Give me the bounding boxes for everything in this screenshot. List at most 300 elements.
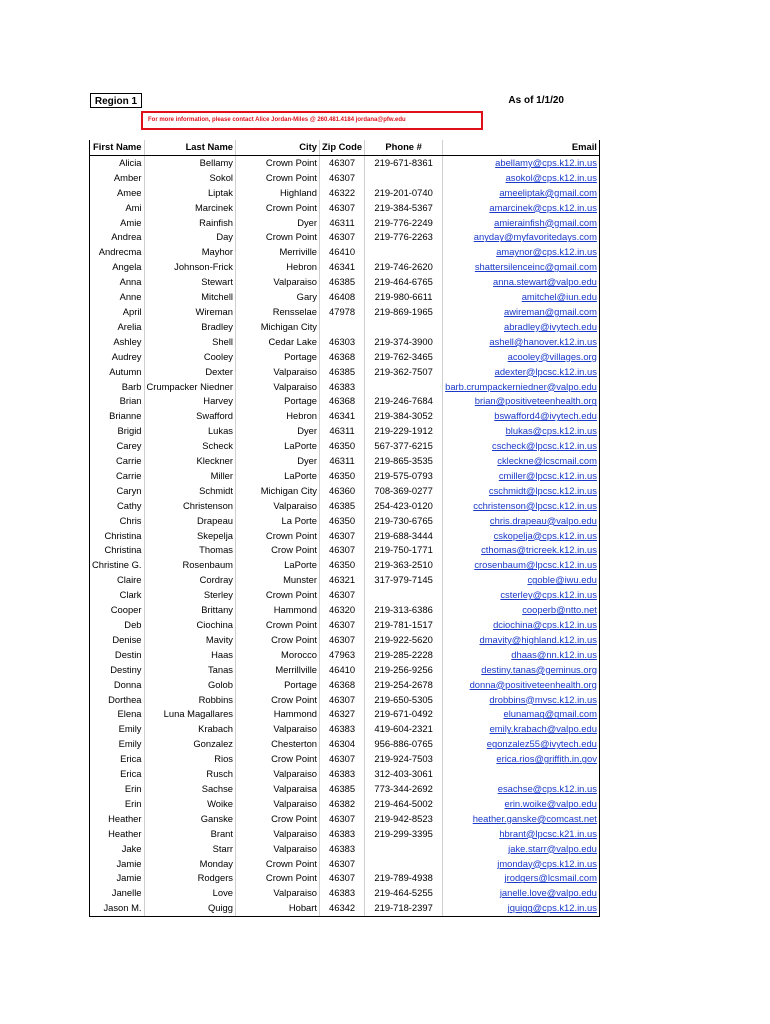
email-link[interactable]: hbrant@lpcsc.k21.in.us — [443, 827, 600, 842]
city-cell: Morocco — [236, 648, 320, 663]
phone-cell: 219-718-2397 — [365, 901, 443, 916]
phone-cell — [365, 842, 443, 857]
first-name-cell: Ami — [90, 201, 145, 216]
city-cell: Valparaisa — [236, 782, 320, 797]
city-cell: Portage — [236, 350, 320, 365]
last-name-cell: Drapeau — [144, 514, 236, 529]
table-row — [90, 543, 600, 558]
col-phone: Phone # — [365, 140, 443, 155]
email-link[interactable]: chris.drapeau@valpo.edu — [443, 514, 600, 529]
phone-cell: 219-942-8523 — [365, 812, 443, 827]
zip-cell: 46410 — [320, 245, 365, 260]
phone-cell: 219-299-3395 — [365, 827, 443, 842]
email-link[interactable]: dhaas@nn.k12.in.us — [443, 648, 600, 663]
first-name-cell: Amie — [90, 216, 145, 231]
email-link[interactable]: brian@positiveteenhealth.org — [443, 394, 600, 409]
zip-cell: 46341 — [320, 409, 365, 424]
phone-cell: 219-246-7684 — [365, 394, 443, 409]
table-row — [90, 722, 600, 737]
zip-cell: 46307 — [320, 171, 365, 186]
email-link[interactable]: ameeliptak@gmail.com — [443, 186, 600, 201]
first-name-cell: Janelle — [90, 886, 145, 901]
email-link[interactable]: barb.crumpackerniedner@valpo.edu — [443, 380, 600, 395]
first-name-cell: Chris — [90, 514, 145, 529]
email-link[interactable]: elunamag@gmail.com — [443, 707, 600, 722]
table-row — [90, 529, 600, 544]
first-name-cell: Audrey — [90, 350, 145, 365]
phone-cell: 219-201-0740 — [365, 186, 443, 201]
city-cell: Crow Point — [236, 812, 320, 827]
table-row — [90, 588, 600, 603]
zip-cell: 46307 — [320, 155, 365, 170]
last-name-cell: Mitchell — [144, 290, 236, 305]
email-link[interactable]: drobbins@mvsc.k12.in.us — [443, 693, 600, 708]
first-name-cell: Arelia — [90, 320, 145, 335]
phone-cell: 219-256-9256 — [365, 663, 443, 678]
zip-cell: 47978 — [320, 305, 365, 320]
first-name-cell: Caryn — [90, 484, 145, 499]
email-link[interactable]: esachse@cps.k12.in.us — [443, 782, 600, 797]
city-cell: Crown Point — [236, 529, 320, 544]
zip-cell: 46307 — [320, 693, 365, 708]
table-row — [90, 171, 600, 186]
first-name-cell: Carrie — [90, 469, 145, 484]
phone-cell: 219-980-6611 — [365, 290, 443, 305]
first-name-cell: Christina — [90, 529, 145, 544]
city-cell: Michigan City — [236, 484, 320, 499]
table-row — [90, 514, 600, 529]
table-row — [90, 409, 600, 424]
last-name-cell: Monday — [144, 857, 236, 872]
city-cell: Dyer — [236, 424, 320, 439]
col-first-name: First Name — [90, 140, 145, 155]
email-link[interactable]: amarcinek@cps.k12.in.us — [443, 201, 600, 216]
last-name-cell: Scheck — [144, 439, 236, 454]
phone-cell: 219-924-7503 — [365, 752, 443, 767]
last-name-cell: Cooley — [144, 350, 236, 365]
phone-cell: 219-865-3535 — [365, 454, 443, 469]
city-cell: Valparaiso — [236, 886, 320, 901]
zip-cell: 46307 — [320, 588, 365, 603]
city-cell: Merrillville — [236, 663, 320, 678]
email-link[interactable]: abradley@ivytech.edu — [443, 320, 600, 335]
table-row — [90, 827, 600, 842]
city-cell: Crown Point — [236, 871, 320, 886]
zip-cell: 46320 — [320, 603, 365, 618]
phone-cell: 219-671-8361 — [365, 155, 443, 170]
phone-cell: 773-344-2692 — [365, 782, 443, 797]
zip-cell: 46385 — [320, 275, 365, 290]
email-link[interactable]: anna.stewart@valpo.edu — [443, 275, 600, 290]
city-cell: Crow Point — [236, 752, 320, 767]
phone-cell — [365, 588, 443, 603]
col-city: City — [236, 140, 320, 155]
first-name-cell: Carey — [90, 439, 145, 454]
table-row — [90, 201, 600, 216]
table-row — [90, 186, 600, 201]
table-row — [90, 633, 600, 648]
phone-cell — [365, 171, 443, 186]
col-zip-code: Zip Code — [320, 140, 365, 155]
email-link[interactable]: jquigg@cps.k12.in.us — [443, 901, 600, 916]
phone-cell: 219-464-5255 — [365, 886, 443, 901]
email-link[interactable]: bswafford4@ivytech.edu — [443, 409, 600, 424]
city-cell: Portage — [236, 678, 320, 693]
zip-cell: 46350 — [320, 514, 365, 529]
city-cell: Hammond — [236, 603, 320, 618]
email-link[interactable]: emily.krabach@valpo.edu — [443, 722, 600, 737]
last-name-cell: Stewart — [144, 275, 236, 290]
city-cell: Crown Point — [236, 588, 320, 603]
email-link[interactable]: awireman@gmail.com — [443, 305, 600, 320]
email-link[interactable]: jmonday@cps.k12.in.us — [443, 857, 600, 872]
zip-cell: 46383 — [320, 767, 365, 782]
email-link[interactable]: egonzalez55@ivytech.edu — [443, 737, 600, 752]
first-name-cell: Jamie — [90, 857, 145, 872]
last-name-cell: Ciochina — [144, 618, 236, 633]
table-row — [90, 454, 600, 469]
table-row — [90, 260, 600, 275]
last-name-cell: Mayhor — [144, 245, 236, 260]
table-row — [90, 350, 600, 365]
table-row — [90, 484, 600, 499]
zip-cell: 46322 — [320, 186, 365, 201]
email-link[interactable]: csterley@cps.k12.in.us — [443, 588, 600, 603]
email-link[interactable]: erica.rios@griffith.in.gov — [443, 752, 600, 767]
last-name-cell: Schmidt — [144, 484, 236, 499]
city-cell: La Porte — [236, 514, 320, 529]
first-name-cell: Emily — [90, 737, 145, 752]
first-name-cell: Cooper — [90, 603, 145, 618]
phone-cell: 219-384-5367 — [365, 201, 443, 216]
last-name-cell: Harvey — [144, 394, 236, 409]
phone-cell: 219-464-6765 — [365, 275, 443, 290]
phone-cell: 219-671-0492 — [365, 707, 443, 722]
phone-cell: 219-464-5002 — [365, 797, 443, 812]
phone-cell: 956-886-0765 — [365, 737, 443, 752]
city-cell: Highland — [236, 186, 320, 201]
last-name-cell: Wireman — [144, 305, 236, 320]
phone-cell: 219-776-2263 — [365, 230, 443, 245]
last-name-cell: Rainfish — [144, 216, 236, 231]
table-row — [90, 365, 600, 380]
zip-cell: 46383 — [320, 380, 365, 395]
first-name-cell: Erin — [90, 797, 145, 812]
region-label: Region 1 — [90, 93, 142, 108]
phone-cell — [365, 857, 443, 872]
first-name-cell: Heather — [90, 812, 145, 827]
last-name-cell: Gonzalez — [144, 737, 236, 752]
phone-cell: 219-789-4938 — [365, 871, 443, 886]
city-cell: Hobart — [236, 901, 320, 916]
city-cell: Munster — [236, 573, 320, 588]
last-name-cell: Dexter — [144, 365, 236, 380]
email-link[interactable]: jrodgers@lcsmail.com — [443, 871, 600, 886]
last-name-cell: Miller — [144, 469, 236, 484]
email-link[interactable]: janelle.love@valpo.edu — [443, 886, 600, 901]
city-cell: Gary — [236, 290, 320, 305]
table-row — [90, 469, 600, 484]
table-row — [90, 812, 600, 827]
table-row — [90, 380, 600, 395]
table-row — [90, 499, 600, 514]
table-row — [90, 663, 600, 678]
phone-cell — [365, 380, 443, 395]
table-row — [90, 305, 600, 320]
first-name-cell: Jamie — [90, 871, 145, 886]
first-name-cell: Erica — [90, 752, 145, 767]
phone-cell: 219-384-3052 — [365, 409, 443, 424]
email-link[interactable]: destiny.tanas@geminus.org — [443, 663, 600, 678]
table-row — [90, 275, 600, 290]
phone-cell: 317-979-7145 — [365, 573, 443, 588]
zip-cell: 46327 — [320, 707, 365, 722]
phone-cell: 708-369-0277 — [365, 484, 443, 499]
phone-cell: 219-229-1912 — [365, 424, 443, 439]
zip-cell — [320, 320, 365, 335]
zip-cell: 46307 — [320, 633, 365, 648]
email-link[interactable]: dciochina@cps.k12.in.us — [443, 618, 600, 633]
zip-cell: 46383 — [320, 842, 365, 857]
first-name-cell: April — [90, 305, 145, 320]
first-name-cell: Brian — [90, 394, 145, 409]
city-cell: Valparaiso — [236, 499, 320, 514]
zip-cell: 46311 — [320, 216, 365, 231]
first-name-cell: Amee — [90, 186, 145, 201]
first-name-cell: Heather — [90, 827, 145, 842]
zip-cell: 46307 — [320, 857, 365, 872]
email-link[interactable]: cooperb@ntto.net — [443, 603, 600, 618]
email-link[interactable]: cmiller@lpcsc.k12.in.us — [443, 469, 600, 484]
phone-cell: 219-254-2678 — [365, 678, 443, 693]
email-link[interactable]: amierainfish@gmail.com — [443, 216, 600, 231]
city-cell: Valparaiso — [236, 275, 320, 290]
first-name-cell: Destiny — [90, 663, 145, 678]
city-cell: Valparaiso — [236, 767, 320, 782]
city-cell: Michigan City — [236, 320, 320, 335]
zip-cell: 47963 — [320, 648, 365, 663]
last-name-cell: Robbins — [144, 693, 236, 708]
email-link[interactable]: asokol@cps.k12.in.us — [443, 171, 600, 186]
first-name-cell: Denise — [90, 633, 145, 648]
last-name-cell: Brittany — [144, 603, 236, 618]
phone-cell — [365, 245, 443, 260]
table-row — [90, 782, 600, 797]
zip-cell: 46341 — [320, 260, 365, 275]
email-link[interactable]: ashell@hanover.k12.in.us — [443, 335, 600, 350]
last-name-cell: Crumpacker Niedner — [144, 380, 236, 395]
zip-cell: 46360 — [320, 484, 365, 499]
email-link[interactable]: amaynor@cps.k12.in.us — [443, 245, 600, 260]
table-row — [90, 693, 600, 708]
phone-cell: 254-423-0120 — [365, 499, 443, 514]
city-cell: Dyer — [236, 454, 320, 469]
table-row — [90, 245, 600, 260]
zip-cell: 46368 — [320, 350, 365, 365]
phone-cell: 419-604-2321 — [365, 722, 443, 737]
table-row — [90, 678, 600, 693]
city-cell: Valparaiso — [236, 380, 320, 395]
table-row — [90, 230, 600, 245]
email-link[interactable]: donna@positiveteenhealth.org — [443, 678, 600, 693]
phone-cell: 219-362-7507 — [365, 365, 443, 380]
zip-cell: 46307 — [320, 871, 365, 886]
city-cell: Valparaiso — [236, 797, 320, 812]
email-link[interactable]: cthomas@tricreek.k12.in.us — [443, 543, 600, 558]
zip-cell: 46368 — [320, 394, 365, 409]
first-name-cell: Cathy — [90, 499, 145, 514]
last-name-cell: Krabach — [144, 722, 236, 737]
last-name-cell: Thomas — [144, 543, 236, 558]
phone-cell: 219-688-3444 — [365, 529, 443, 544]
city-cell: Crown Point — [236, 171, 320, 186]
phone-cell: 219-762-3465 — [365, 350, 443, 365]
zip-cell: 46321 — [320, 573, 365, 588]
phone-cell: 219-374-3900 — [365, 335, 443, 350]
city-cell: Crown Point — [236, 618, 320, 633]
last-name-cell: Liptak — [144, 186, 236, 201]
first-name-cell: Autumn — [90, 365, 145, 380]
zip-cell: 46368 — [320, 678, 365, 693]
first-name-cell: Dorthea — [90, 693, 145, 708]
first-name-cell: Deb — [90, 618, 145, 633]
first-name-cell: Clark — [90, 588, 145, 603]
last-name-cell: Lukas — [144, 424, 236, 439]
email-link[interactable]: abellamy@cps.k12.in.us — [443, 155, 600, 170]
last-name-cell: Brant — [144, 827, 236, 842]
table-row — [90, 439, 600, 454]
first-name-cell: Anna — [90, 275, 145, 290]
email-link[interactable]: acooley@villages.org — [443, 350, 600, 365]
email-link[interactable]: crosenbaum@lpcsc.k12.in.us — [443, 558, 600, 573]
table-row — [90, 857, 600, 872]
email-link[interactable]: dmavity@highland.k12.in.us — [443, 633, 600, 648]
table-row — [90, 886, 600, 901]
table-row — [90, 797, 600, 812]
table-row — [90, 767, 600, 782]
city-cell: Cedar Lake — [236, 335, 320, 350]
first-name-cell: Claire — [90, 573, 145, 588]
city-cell: Hebron — [236, 409, 320, 424]
zip-cell: 46350 — [320, 469, 365, 484]
zip-cell: 46307 — [320, 529, 365, 544]
last-name-cell: Golob — [144, 678, 236, 693]
city-cell: Portage — [236, 394, 320, 409]
first-name-cell: Brigid — [90, 424, 145, 439]
table-row — [90, 558, 600, 573]
city-cell: Merriville — [236, 245, 320, 260]
last-name-cell: Sterley — [144, 588, 236, 603]
last-name-cell: Rodgers — [144, 871, 236, 886]
zip-cell: 46304 — [320, 737, 365, 752]
phone-cell: 219-313-6386 — [365, 603, 443, 618]
last-name-cell: Sachse — [144, 782, 236, 797]
email-link[interactable]: adexter@lpcsc.k12.in.us — [443, 365, 600, 380]
last-name-cell: Rosenbaum — [144, 558, 236, 573]
city-cell: Crown Point — [236, 201, 320, 216]
zip-cell: 46342 — [320, 901, 365, 916]
table-row — [90, 901, 600, 916]
zip-cell: 46307 — [320, 543, 365, 558]
email-link[interactable]: ckleckne@lcscmail.com — [443, 454, 600, 469]
table-header-row — [90, 140, 600, 155]
city-cell: LaPorte — [236, 439, 320, 454]
last-name-cell: Johnson-Frick — [144, 260, 236, 275]
email-link[interactable]: cscheck@lpcsc.k12.in.us — [443, 439, 600, 454]
last-name-cell: Luna Magallares — [144, 707, 236, 722]
first-name-cell: Angela — [90, 260, 145, 275]
phone-cell: 219-781-1517 — [365, 618, 443, 633]
as-of-date: As of 1/1/20 — [508, 95, 564, 106]
email-link[interactable]: cgoble@iwu.edu — [443, 573, 600, 588]
first-name-cell: Emily — [90, 722, 145, 737]
first-name-cell: Alicia — [90, 155, 145, 170]
table-row — [90, 842, 600, 857]
first-name-cell: Jake — [90, 842, 145, 857]
table-row — [90, 752, 600, 767]
table-row — [90, 603, 600, 618]
table-row — [90, 871, 600, 886]
zip-cell: 46350 — [320, 439, 365, 454]
city-cell: Chesterton — [236, 737, 320, 752]
contact-table — [89, 140, 600, 917]
last-name-cell: Haas — [144, 648, 236, 663]
table-row — [90, 737, 600, 752]
city-cell: Dyer — [236, 216, 320, 231]
last-name-cell: Marcinek — [144, 201, 236, 216]
first-name-cell: Andrea — [90, 230, 145, 245]
zip-cell: 46311 — [320, 424, 365, 439]
last-name-cell: Woike — [144, 797, 236, 812]
last-name-cell: Day — [144, 230, 236, 245]
email-link[interactable]: cchristenson@lpcsc.k12.in.us — [443, 499, 600, 514]
first-name-cell: Brianne — [90, 409, 145, 424]
first-name-cell: Barb — [90, 380, 145, 395]
last-name-cell: Shell — [144, 335, 236, 350]
phone-cell: 219-922-5620 — [365, 633, 443, 648]
email-link[interactable]: heather.ganske@comcast.net — [443, 812, 600, 827]
zip-cell: 46385 — [320, 365, 365, 380]
zip-cell: 46382 — [320, 797, 365, 812]
city-cell: Crown Point — [236, 155, 320, 170]
email-link[interactable]: blukas@cps.k12.in.us — [443, 424, 600, 439]
last-name-cell: Sokol — [144, 171, 236, 186]
email-link[interactable]: anyday@myfavoritedays.com — [443, 230, 600, 245]
table-row — [90, 707, 600, 722]
table-row — [90, 290, 600, 305]
last-name-cell: Skepelja — [144, 529, 236, 544]
phone-cell: 567-377-6215 — [365, 439, 443, 454]
zip-cell: 46350 — [320, 558, 365, 573]
email-link[interactable]: cschmidt@lpcsc.k12.in.us — [443, 484, 600, 499]
zip-cell: 46307 — [320, 201, 365, 216]
email-link[interactable]: cskopelja@cps.k12.in.us — [443, 529, 600, 544]
email-link[interactable]: amitchel@iun.edu — [443, 290, 600, 305]
table-row — [90, 618, 600, 633]
last-name-cell: Swafford — [144, 409, 236, 424]
email-link — [443, 767, 600, 782]
email-link[interactable]: shattersilenceinc@gmail.com — [443, 260, 600, 275]
first-name-cell: Elena — [90, 707, 145, 722]
table-row — [90, 573, 600, 588]
last-name-cell: Rios — [144, 752, 236, 767]
table-row — [90, 155, 600, 170]
first-name-cell: Jason M. — [90, 901, 145, 916]
email-link[interactable]: erin.woike@valpo.edu — [443, 797, 600, 812]
email-link[interactable]: jake.starr@valpo.edu — [443, 842, 600, 857]
city-cell: Crow Point — [236, 633, 320, 648]
city-cell: Valparaiso — [236, 365, 320, 380]
